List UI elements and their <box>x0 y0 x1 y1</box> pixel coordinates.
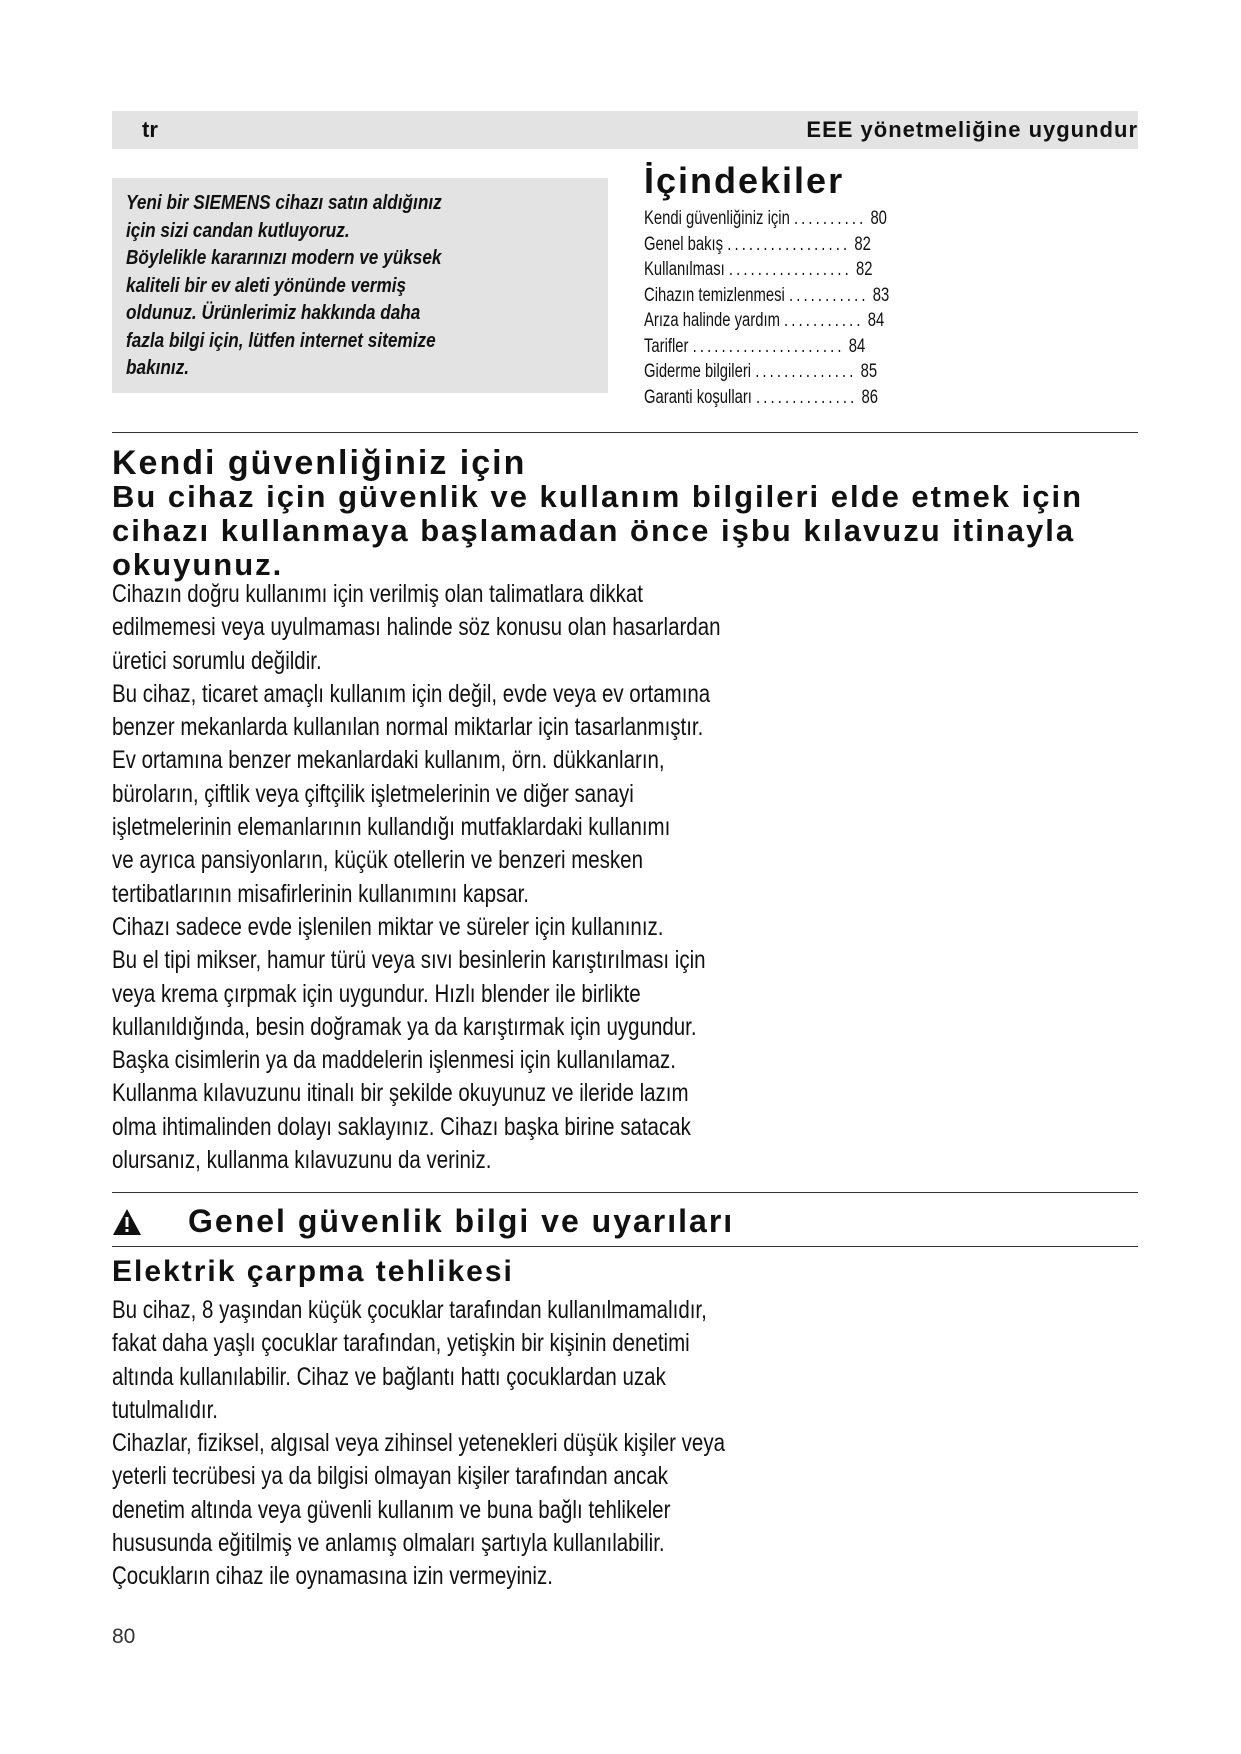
toc-item-label: Tarifler <box>644 335 689 357</box>
body-line: benzer mekanlarda kullanılan normal miktarlar için tasarlanmıştır. <box>112 713 704 742</box>
toc-list <box>644 206 1114 410</box>
toc-item[interactable] <box>644 308 1112 334</box>
toc-item-page: 84 <box>848 335 866 357</box>
toc-item-page: 85 <box>860 361 878 382</box>
toc-item-label: Arıza halinde yardım <box>644 310 780 331</box>
body-line: kullanıldığında, besin doğramak ya da karıştırmak için uygundur. <box>112 1012 697 1041</box>
body-line: Bu cihaz, 8 yaşından küçük çocuklar tarafından kullanılmamalıdır, <box>112 1296 707 1324</box>
toc-item[interactable] <box>644 206 1112 232</box>
intro-line: bakınız. <box>126 357 190 379</box>
body-line: büroların, çiftlik veya çiftçilik işletmelerinin ve diğer sanayi <box>112 779 634 808</box>
toc-item-page: 86 <box>861 386 878 408</box>
table-of-contents <box>644 160 1114 410</box>
divider <box>112 432 1138 433</box>
toc-item-label: Garanti koşulları <box>644 386 752 408</box>
body-line: hususunda eğitilmiş ve anlamış olmaları şartıyla kullanılabilir. <box>112 1529 665 1558</box>
toc-item[interactable] <box>644 359 1112 385</box>
body-line: veya krema çırpmak için uygundur. Hızlı blender ile birlikte <box>112 979 641 1008</box>
section-lead <box>112 480 1241 582</box>
toc-item-dots: ..................... <box>692 335 845 357</box>
toc-item[interactable] <box>644 334 1112 360</box>
intro-box <box>112 178 608 393</box>
warning-triangle-icon <box>112 1208 142 1236</box>
body-line: denetim altında veya güvenli kullanım ve buna bağlı tehlikeler <box>112 1495 671 1524</box>
toc-item-dots: .............. <box>755 361 857 382</box>
body-line: Başka cisimlerin ya da maddelerin işlenmesi için kullanılamaz. <box>112 1046 676 1075</box>
body-line: işletmelerinin elemanlarının kullandığı mutfaklardaki kullanımı <box>112 813 671 842</box>
body-line: edilmemesi veya uyulmaması halinde söz konusu olan hasarlardan <box>112 613 721 642</box>
toc-item-page: 82 <box>856 259 873 280</box>
body-line: Kullanma kılavuzunu itinalı bir şekilde okuyunuz ve ileride lazım <box>112 1079 689 1108</box>
body-line: ve ayrıca pansiyonların, küçük otellerin ve benzeri mesken <box>112 846 643 875</box>
toc-item[interactable] <box>644 257 1112 283</box>
toc-item-label: Cihazın temizlenmesi <box>644 284 785 306</box>
toc-item[interactable] <box>644 283 1112 309</box>
toc-item-dots: ................. <box>727 233 851 255</box>
body-line: tutulmalıdır. <box>112 1395 218 1424</box>
language-code: tr <box>142 117 158 142</box>
body-line: Cihazlar, fiziksel, algısal veya zihinsel yetenekleri düşük kişiler veya <box>112 1429 725 1458</box>
body-line: altında kullanılabilir. Cihaz ve bağlantı hattı çocuklardan uzak <box>112 1362 666 1391</box>
body-line: üretici sorumlu değildir. <box>112 646 322 675</box>
lead-line: okuyunuz. <box>112 547 284 582</box>
divider <box>112 1192 1138 1193</box>
warning-heading <box>112 1203 734 1240</box>
toc-item-page: 84 <box>867 310 885 331</box>
toc-item-label: Kullanılması <box>644 259 725 280</box>
intro-line: Yeni bir SIEMENS cihazı satın aldığınız <box>126 192 442 214</box>
section-title: Kendi güvenliğiniz için <box>112 444 527 482</box>
section-body <box>112 578 768 1177</box>
intro-line: için sizi candan kutluyoruz. <box>126 219 350 242</box>
body-line: Cihazın doğru kullanımı için verilmiş olan talimatlara dikkat <box>112 580 643 608</box>
section-title: Genel güvenlik bilgi ve uyarıları <box>188 1203 735 1239</box>
body-line: olma ihtimalinden dolayı saklayınız. Cihazı başka birine satacak <box>112 1112 691 1141</box>
toc-item-dots: ................. <box>728 259 852 280</box>
toc-item-label: Kendi güvenliğiniz için <box>644 208 790 229</box>
subsection-title: Elektrik çarpma tehlikesi <box>112 1255 514 1288</box>
body-line: Ev ortamına benzer mekanlardaki kullanım, örn. dükkanların, <box>112 746 665 775</box>
body-line: Çocukların cihaz ile oynamasına izin vermeyiniz. <box>112 1562 553 1591</box>
body-line: Cihazı sadece evde işlenilen miktar ve süreler için kullanınız. <box>112 912 664 941</box>
section-body <box>112 1294 768 1594</box>
toc-item-page: 80 <box>870 208 887 229</box>
divider <box>112 1246 1138 1247</box>
intro-line: kaliteli bir ev aleti yönünde vermiş <box>126 274 407 297</box>
lead-line: cihazı kullanmaya başlamadan önce işbu kılavuzu itinayla <box>112 513 1076 548</box>
toc-item[interactable] <box>644 232 1112 258</box>
intro-line: Böylelikle kararınızı modern ve yüksek <box>126 247 442 269</box>
toc-item-dots: ........... <box>784 310 864 331</box>
body-line: tertibatlarının misafirlerinin kullanımını kapsar. <box>112 879 530 908</box>
toc-item[interactable] <box>644 385 1112 411</box>
lead-line: Bu cihaz için güvenlik ve kullanım bilgileri elde etmek için <box>112 480 1084 514</box>
toc-item-dots: .............. <box>756 386 858 408</box>
intro-text <box>126 190 590 383</box>
header-title: EEE yönetmeliğine uygundur <box>806 117 1138 142</box>
intro-line: oldunuz. Ürünlerimiz hakkında daha <box>126 302 421 324</box>
toc-item-page: 82 <box>854 233 871 255</box>
body-line: Bu cihaz, ticaret amaçlı kullanım için değil, evde veya ev ortamına <box>112 679 711 708</box>
toc-title: İçindekiler <box>644 160 845 201</box>
page-number: 80 <box>112 1625 136 1648</box>
body-line: Bu el tipi mikser, hamur türü veya sıvı besinlerin karıştırılması için <box>112 946 706 975</box>
toc-item-dots: ........... <box>788 284 869 306</box>
toc-item-label: Genel bakış <box>644 233 724 255</box>
toc-item-page: 83 <box>872 284 890 306</box>
body-line: olursanız, kullanma kılavuzunu da veriniz. <box>112 1146 492 1175</box>
header-bar <box>112 111 1138 149</box>
toc-item-dots: .......... <box>793 208 867 229</box>
body-line: fakat daha yaşlı çocuklar tarafından, yetişkin bir kişinin denetimi <box>112 1329 690 1358</box>
intro-line: fazla bilgi için, lütfen internet sitemize <box>126 329 436 352</box>
toc-item-label: Giderme bilgileri <box>644 361 752 382</box>
body-line: yeterli tecrübesi ya da bilgisi olmayan kişiler tarafından ancak <box>112 1462 669 1491</box>
